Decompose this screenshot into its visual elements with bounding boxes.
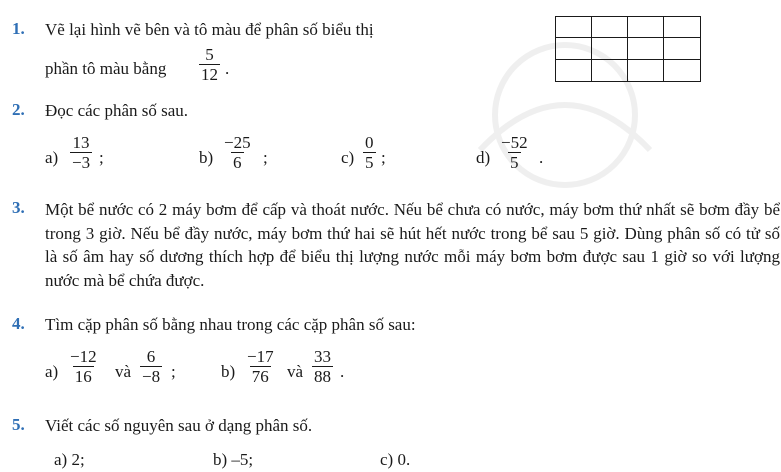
q2-a-label: a) (45, 148, 59, 167)
q2-b-numerator: −25 (224, 133, 251, 152)
q4-a-sep: ; (171, 362, 176, 381)
q2-b-denominator: 6 (233, 153, 242, 172)
q4-b-f1-numerator: −17 (247, 347, 274, 366)
q5-text: Viết các số nguyên sau ở dạng phân số. (45, 416, 313, 435)
q5-number: 5. (12, 415, 25, 434)
q2-c-label: c) (341, 148, 355, 167)
q1-fraction-denominator: 12 (201, 65, 218, 84)
q3-number: 3. (12, 198, 25, 217)
q2-a-fraction (70, 133, 92, 172)
q4-a-label: a) (45, 362, 59, 381)
q4-a-f1-denominator: 16 (74, 367, 92, 386)
q2-d-sep: . (539, 148, 544, 167)
q4-a-conj: và (115, 362, 132, 381)
q4-a-f2-denominator: −8 (142, 367, 161, 386)
q4-a-f2-numerator: 6 (146, 347, 156, 366)
fraction-grid (555, 16, 701, 82)
q2-d-denominator: 5 (510, 153, 519, 172)
q4-number: 4. (12, 314, 25, 333)
grid-line (627, 17, 628, 81)
q2-c-sep: ; (381, 148, 386, 167)
q3-text: Một bể nước có 2 máy bơm để cấp và thoát nước. Nếu bể chưa có nước, máy bơm thứ nhất sẽ bơm đầy bể trong 3 giờ. Nếu bể đầy nước, máy bơm thứ hai sẽ hút hết nước trong bể sau 5 giờ. Dùng phân số có tử số là số âm hay số dương thích hợp để biểu thị lượng nước mỗi máy bơm bơm được sau 1 giờ so với lượng nước mà bể chứa được. (45, 200, 780, 290)
q5-item-b: b) –5; (213, 450, 254, 469)
grid-line (556, 59, 700, 60)
q4-a-f1-numerator: −12 (70, 347, 97, 366)
q2-c-numerator: 0 (365, 133, 374, 152)
q4-text: Tìm cặp phân số bằng nhau trong các cặp phân số sau: (45, 315, 416, 334)
grid-line (591, 17, 592, 81)
q2-a-denominator: −3 (72, 153, 91, 172)
q4-b-conj: và (287, 362, 304, 381)
q1-fraction-numerator: 5 (205, 45, 214, 64)
q2-c-fraction (363, 133, 376, 172)
q2-a-numerator: 13 (72, 133, 90, 152)
grid-line (663, 17, 664, 81)
q1-line2: phần tô màu bằng (45, 59, 167, 78)
q2-number: 2. (12, 100, 25, 119)
q4-b-fraction-1 (245, 347, 276, 386)
q5-item-a: a) 2; (54, 450, 85, 469)
q4-b-f2-denominator: 88 (314, 367, 331, 386)
q2-a-sep: ; (99, 148, 104, 167)
q1-number: 1. (12, 19, 25, 38)
q2-d-fraction (499, 133, 530, 172)
q2-d-label: d) (476, 148, 491, 167)
grid-line (556, 37, 700, 38)
q4-b-sep: . (340, 362, 345, 381)
q2-c-denominator: 5 (365, 153, 374, 172)
q2-text: Đọc các phân số sau. (45, 101, 189, 120)
q2-b-label: b) (199, 148, 214, 167)
q2-b-fraction (222, 133, 253, 172)
q4-b-label: b) (221, 362, 236, 381)
q2-d-numerator: −52 (501, 133, 528, 152)
q4-a-fraction-1 (68, 347, 99, 386)
q4-a-fraction-2 (140, 347, 162, 386)
q4-b-f2-numerator: 33 (314, 347, 331, 366)
q5-item-c: c) 0. (380, 450, 411, 469)
q4-b-f1-denominator: 76 (251, 367, 269, 386)
q4-b-fraction-2 (312, 347, 333, 386)
q1-line1: Vẽ lại hình vẽ bên và tô màu để phân số biểu thị (45, 20, 374, 39)
q1-fraction (199, 45, 220, 84)
q1-end: . (225, 59, 230, 78)
q2-b-sep: ; (263, 148, 268, 167)
